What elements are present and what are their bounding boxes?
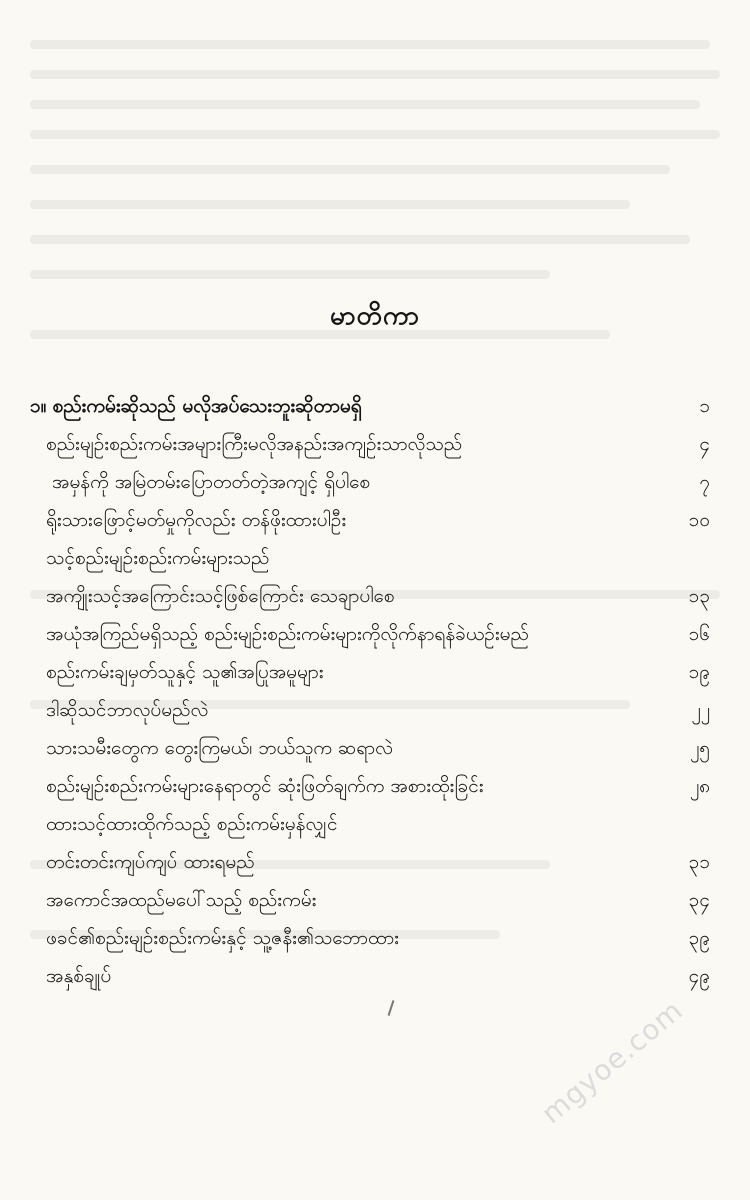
- toc-entry: [46, 920, 399, 956]
- toc-entry-label: ရိုးသားဖြောင့်မတ်မှုကိုလည်း တန်ဖိုးထားပါဦး: [46, 509, 347, 531]
- toc-entry-label: အယုံအကြည်မရှိသည့် စည်းမျဉ်းစည်းကမ်းများကိုလိုက်နာရန်ခဲယဉ်းမည်: [46, 623, 529, 645]
- toc-entry: [46, 958, 111, 994]
- toc-entry: [30, 388, 362, 424]
- toc-entry-label: အကျိုးသင့်အကြောင်းသင့်ဖြစ်ကြောင်း သေချာပါစေ: [46, 585, 395, 607]
- toc-page-number: ၁: [699, 395, 710, 417]
- toc-entry-label: စည်းမျဉ်းစည်းကမ်းအများကြီးမလိုအနည်းအကျဉ်းသာလိုသည်: [46, 433, 463, 455]
- toc-entry-label: သင့်စည်းမျဉ်းစည်းကမ်းများသည်: [46, 547, 270, 569]
- toc-page-number: ၄: [699, 433, 710, 455]
- toc-entry: [46, 692, 208, 728]
- toc-entry-label: စည်းမျဉ်းစည်းကမ်းများနေရာတွင် ဆုံးဖြတ်ချက်က အစားထိုးခြင်း: [46, 775, 484, 797]
- toc-page-number: ၁၀: [688, 509, 710, 531]
- toc-entry: [46, 730, 393, 766]
- toc-page-number: ၃၄: [688, 889, 710, 911]
- toc-page-number: ၁၃: [688, 585, 710, 607]
- toc-entry: [46, 806, 338, 842]
- toc-page-number: ၂၂: [691, 699, 710, 721]
- toc-entry: [46, 882, 316, 918]
- toc-entry: [46, 654, 324, 690]
- toc-page-number: ၄၉: [688, 965, 710, 987]
- toc-entry: [46, 426, 462, 462]
- toc-page-number: ၃၉: [688, 927, 710, 949]
- toc-entry-label: အနှစ်ချုပ်: [46, 965, 112, 987]
- toc-entry: [52, 464, 370, 500]
- toc-entry-label: တင်းတင်းကျပ်ကျပ် ထားရမည်: [46, 851, 255, 873]
- toc-entry-label: သားသမီးတွေက တွေးကြမယ်၊ ဘယ်သူက ဆရာလဲ: [46, 737, 393, 759]
- toc-entry: [46, 616, 529, 652]
- toc-entry: [46, 844, 255, 880]
- toc-page-number: ၇: [699, 471, 710, 493]
- toc-page-number: ၃၁: [688, 851, 710, 873]
- toc-page-number: ၂၈: [689, 775, 710, 797]
- toc-entry-label: ထားသင့်ထားထိုက်သည့် စည်းကမ်းမှန်လျှင်: [46, 813, 338, 835]
- toc-entry: [46, 502, 346, 538]
- toc-entry: [46, 540, 269, 576]
- toc-entry-label: အမှန်ကို အမြဲတမ်းပြောတတ်တဲ့အကျင့် ရှိပါစေ: [52, 471, 371, 493]
- toc-entry-label: စည်းကမ်းချမှတ်သူနှင့် သူ၏အပြုအမူများ: [46, 661, 324, 683]
- toc-entry-label: ဒါဆိုသင်ဘာလုပ်မည်လဲ: [46, 699, 209, 721]
- page-title: မာတိကာ: [330, 301, 420, 331]
- toc-entry: [46, 768, 484, 804]
- toc-entry-label: ဖခင်၏စည်းမျဉ်းစည်းကမ်းနှင့် သူ့ဇနီး၏သဘောထား: [46, 927, 399, 949]
- toc-page-number: ၁၉: [688, 661, 710, 683]
- toc-entry-label: အကောင်အထည်မပေါ်သည့် စည်းကမ်း: [46, 889, 317, 911]
- toc-page-number: ၂၅: [689, 737, 710, 759]
- toc-entry-label: စည်းကမ်းဆိုသည် မလိုအပ်သေးဘူးဆိုတာမရှိ: [52, 395, 362, 417]
- toc-entry: [46, 578, 395, 614]
- toc-page-number: ၁၆: [688, 623, 710, 645]
- chapter-number: ၁။: [30, 395, 47, 417]
- watermark: mgyoe.com: [535, 993, 690, 1131]
- pen-mark: [388, 1000, 395, 1016]
